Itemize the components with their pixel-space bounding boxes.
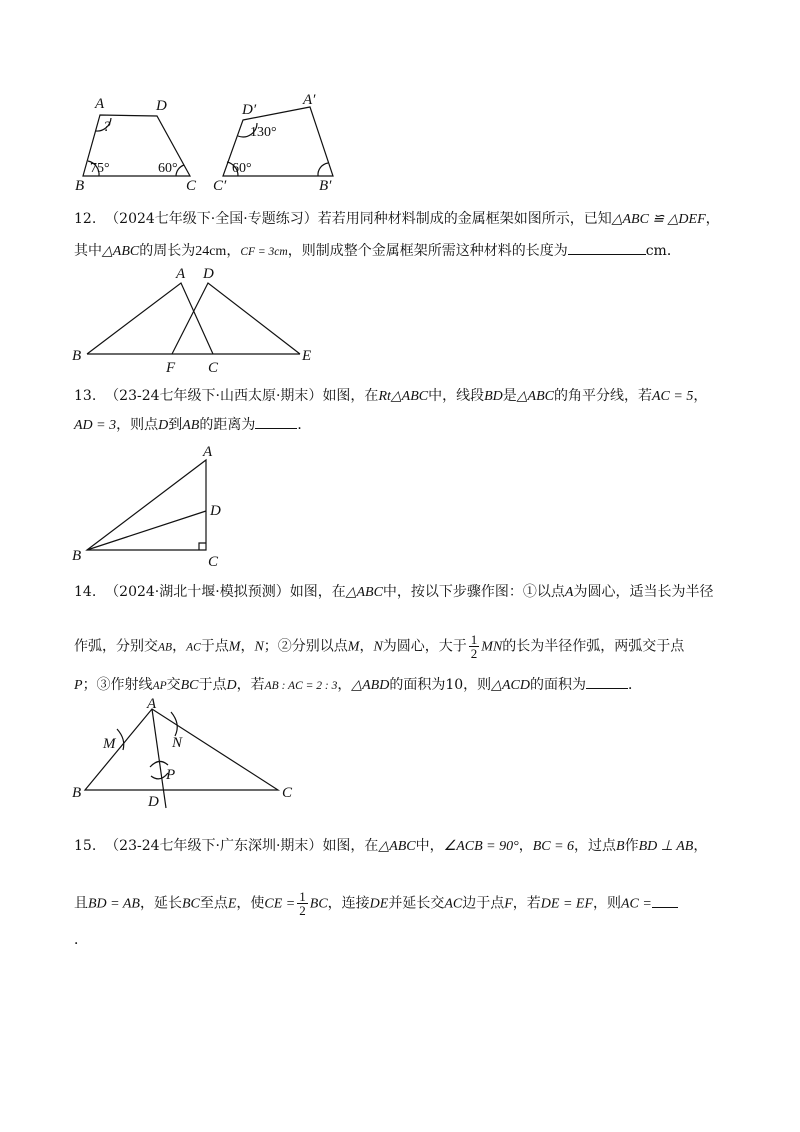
figure-q14 [0,695,330,810]
angle-D-prime: 130° [250,125,277,140]
math: AB [182,418,200,433]
math: 24cm [195,244,227,259]
text: ． [74,932,88,948]
figure-q13 [0,440,300,570]
math: M [228,639,241,655]
math: F [504,896,513,912]
text: 为圆心，大于 [382,638,467,655]
math: AC [186,641,201,654]
text: 并延长交 [388,895,445,912]
math: BC [309,896,328,912]
math: △ACD [491,678,530,693]
text: ，若 [512,895,541,912]
math: △ABC [378,839,416,854]
label-F: F [166,360,176,376]
math: DE = EF [540,896,593,912]
answer-blank[interactable] [586,676,628,689]
quadrilateral-diagrams [0,0,800,200]
answer-blank[interactable] [568,242,646,255]
label-B: B [72,348,82,364]
q15-line-1: 15. （23-24七年级下·广东深圳·期末）如图，在△ABC中，∠ACB = 90°，BC = 6，过点B作BD ⊥ AB， [74,838,708,854]
text: 于点 [200,638,229,655]
text: 的角平分线，若 [553,388,652,404]
q14-line-3: P；③作射线AP交BC于点D，若AB : AC = 2 : 3，△ABD的面积为10，则△ACD的面积为 ． [74,677,642,693]
label-C: C [208,360,219,376]
text: 的距离为 [199,417,256,433]
math: △ABC [345,585,383,600]
label-A: A [147,696,157,712]
angle-bisector-diagram [0,695,330,810]
label-C: C [208,554,219,570]
text: 如图，在 [322,388,379,404]
text: 中， [415,838,444,854]
label-C-prime: C′ [213,178,227,194]
math: BC [180,678,199,693]
math: BC [181,896,200,912]
text: 的面积为 [529,677,586,693]
label-question: ? [103,119,111,135]
text: ． [297,417,312,433]
text: 的面积为10，则 [389,677,492,693]
q15-line-3 [74,930,88,950]
math: BC = 6 [532,839,575,854]
fraction [297,890,308,917]
text: ，过点 [574,838,617,854]
label-B: B [75,178,85,194]
text: 于点 [198,677,227,693]
math: CF = 3cm [240,246,288,258]
fraction [469,633,480,660]
q12-line-1: 12. （2024七年级下·全国·专题练习）若若用同种材料制成的金属框架如图所示，已知△ABC ≌ △DEF， [74,211,720,227]
label-D: D [203,266,214,282]
q15-line-2 [74,890,678,917]
math: A [564,585,574,600]
math: AB : AC = 2 : 3 [264,680,338,692]
question-number: 14. [74,584,97,600]
label-C: C [186,178,197,194]
text: ，则 [593,895,621,912]
math: BD ⊥ AB [638,839,694,854]
math: N [254,639,264,655]
angle-B: 75° [90,161,110,176]
math: AC = [621,896,652,912]
label-C: C [282,785,293,801]
numerator: 1 [470,632,478,647]
text: 其中 [74,243,102,259]
text: 如图，在 [322,838,379,854]
text: 为圆心，适当长为半径 [573,584,714,600]
math: AC = 5 [651,389,694,404]
text: 中，线段 [428,388,485,404]
math: D [158,418,169,433]
text: ，则点 [116,417,159,433]
math: MN [481,639,503,655]
math: AB [158,641,173,654]
text: ；③作射线 [82,677,153,693]
question-source: （2024七年级下·全国·专题练习） [105,211,318,227]
question-number: 12. [74,211,97,227]
text: 的长为半径作弧，两弧交于点 [502,638,685,655]
math: Rt△ABC [378,389,429,404]
math: CE = [264,896,296,912]
math: AC [444,896,463,912]
text: ，使 [236,895,265,912]
question-number: 15. [74,838,97,854]
text: ． [627,677,642,693]
text: 若若用同种材料制成的金属框架如图所示，已知 [317,211,612,227]
q12-line-2: 其中△ABC的周长为24cm，CF = 3cm，则制成整个金属框架所需这种材料的长度为 cm． [74,243,681,259]
q13-line-1: 13. （23-24七年级下·山西太原·期末）如图，在Rt△ABC中，线段BD是△ABC的角平分线，若AC = 5， [74,388,708,404]
math: △ABD [351,678,390,693]
text: 且 [74,895,88,912]
question-source: （2024·湖北十堰·模拟预测） [105,584,290,600]
congruence: △ABC ≌ △DEF [611,212,706,227]
label-D: D [148,794,159,810]
text: 中，按以下步骤作图：①以点 [382,584,565,600]
label-B: B [72,785,82,801]
math: △ABC [102,244,140,259]
angle-C-prime: 60° [232,161,252,176]
q14-line-2: 作弧，分别交AB，AC于点M，N；②分别以点M，N为圆心，大于 $\frac{1}{2}$ MN的长为半径作弧，两弧交于点 [74,632,685,661]
math: E [227,896,237,912]
math: D [226,678,237,693]
label-P: P [166,767,176,783]
label-A: A [95,96,105,112]
denominator: 2 [299,903,306,918]
math: BD [484,389,503,404]
math: AD = 3 [74,418,117,433]
math: DE [369,896,389,912]
label-A-prime: A′ [303,92,316,108]
math: △ABC [516,389,554,404]
text: ，延长 [139,895,182,912]
math: P [74,678,83,693]
text: ；②分别以点 [263,638,348,655]
question-source: （23-24七年级下·广东深圳·期末） [105,838,323,854]
figure-q11 [0,0,800,200]
math: M [347,639,360,655]
label-M: M [103,736,116,752]
label-A: A [176,266,186,282]
text: ，则制成整个金属框架所需这种材料的长度为 [287,243,568,259]
answer-blank[interactable] [652,895,678,908]
text: cm． [645,243,681,259]
right-triangle-diagram [0,440,300,570]
question-number: 13. [74,388,97,404]
text: 是 [502,388,517,404]
denominator: 2 [470,646,478,661]
numerator: 1 [299,889,306,904]
label-D-prime: D′ [242,102,257,118]
q14-line-1 [74,582,713,603]
angle-C: 60° [158,161,178,176]
text: 的周长为 [139,243,196,259]
text: 作 [624,838,639,854]
text: ，连接 [327,895,370,912]
label-D: D [156,98,167,114]
label-D: D [210,503,221,519]
label-E: E [302,348,312,364]
label-N: N [172,735,183,751]
math: ∠ACB = 90° [443,839,519,854]
text: 至点 [199,895,228,912]
answer-blank[interactable] [255,416,297,429]
math: N [373,639,383,655]
math: AP [152,680,167,692]
math: B [616,839,625,854]
figure-q12 [0,260,400,376]
text: 到 [168,417,183,433]
text: 交 [166,677,181,693]
text: 如图，在 [289,584,346,600]
label-A: A [203,444,213,460]
triangles-diagram [0,260,400,376]
math: BD = AB [88,896,140,912]
text: 作弧，分别交 [74,638,158,655]
label-B-prime: B′ [319,178,332,194]
text: ，若 [236,677,265,693]
q13-line-2 [74,415,311,436]
question-source: （23-24七年级下·山西太原·期末） [105,388,323,404]
text: 边于点 [462,895,505,912]
label-B: B [72,548,82,564]
